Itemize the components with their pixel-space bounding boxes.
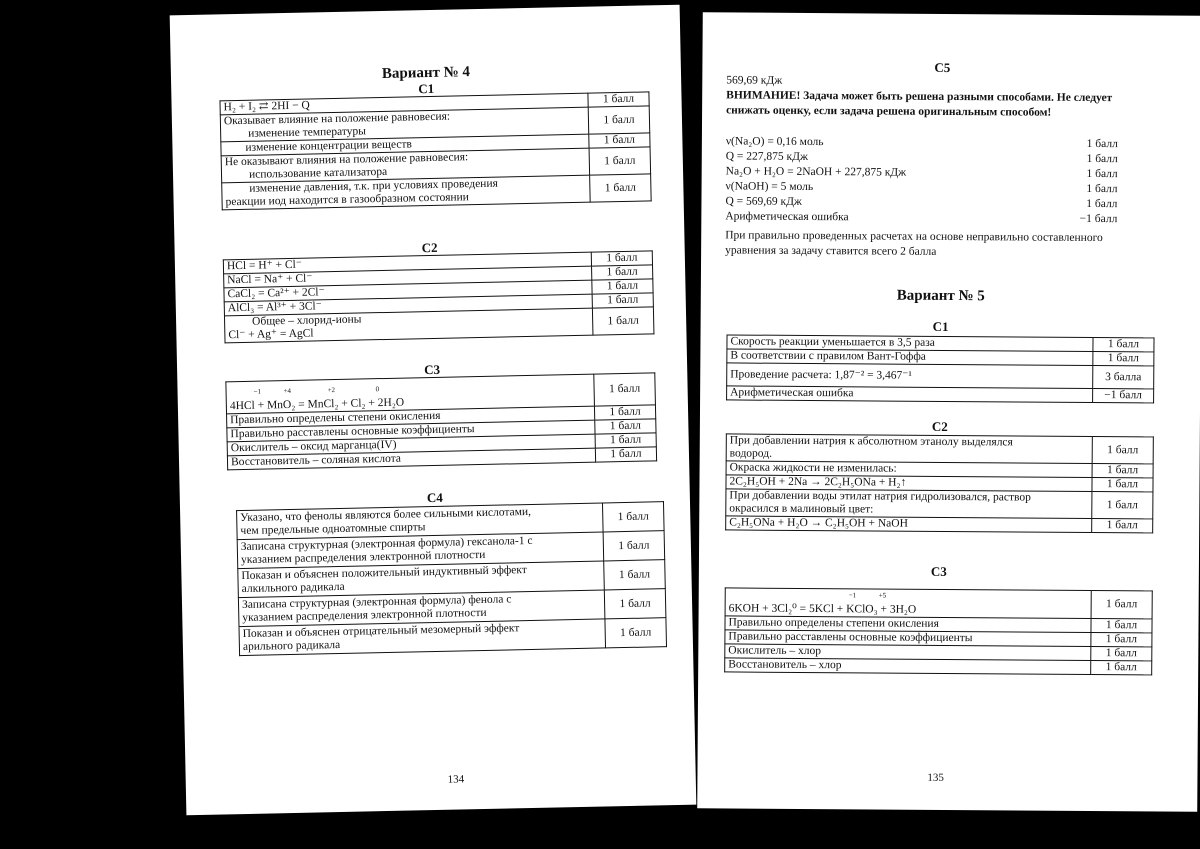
v5-c2-pts-1: 1 балл	[1092, 436, 1153, 463]
c2-row-2: NaCl = Na⁺ + Cl⁻	[224, 266, 592, 288]
ox-num: −1	[848, 591, 857, 600]
ox-num: +2	[327, 386, 336, 395]
v5-c1-pts-3: 3 балла	[1093, 365, 1154, 388]
c4-pts-3: 1 балл	[604, 560, 666, 590]
v5-c3-pts-5: 1 балл	[1091, 660, 1152, 674]
c3-pts-5: 1 балл	[595, 447, 656, 462]
c1-eq: H₂ + I₂ ⇄ 2HI − Q	[220, 93, 588, 115]
c3-row-3: Правильно расставлены основные коэффициенты	[227, 420, 595, 442]
c3-pts-2: 1 балл	[594, 405, 655, 420]
c2-pts-2: 1 балл	[592, 265, 653, 280]
c2-row-4: AlCl₃ = Al³⁺ + 3Cl⁻	[224, 294, 592, 316]
c1-row-2: изменение концентрации веществ	[221, 134, 589, 156]
ox-num: −1	[253, 387, 262, 396]
c5-line: Q = 227,875 кДж 1 балл	[725, 150, 1118, 166]
c3-pts-3: 1 балл	[595, 419, 656, 434]
left-page	[170, 5, 697, 816]
c1-heading: C1	[932, 318, 949, 334]
c5-line: Na₂O + H₂O = 2NaOH + 227,875 кДж 1 балл	[725, 165, 1118, 181]
c1-row-3: Не оказывают влияния на положение равновесия: использование катализатора	[221, 148, 589, 183]
c3-pts-4: 1 балл	[595, 433, 656, 448]
c1-row-1: Оказывает влияние на положение равновесия: изменение температуры	[220, 107, 588, 142]
c1-table	[219, 91, 651, 210]
c4-table	[236, 501, 667, 656]
c4-heading: C4	[426, 489, 443, 506]
c3-row-5: Восстановитель – соляная кислота	[227, 448, 595, 470]
c4-row-1: Указано, что фенолы являются более сильными кислотами, чем предельные одноатомные спирты	[237, 503, 604, 540]
ox-num: +4	[283, 386, 292, 396]
v5-c2-pts-2: 1 балл	[1092, 463, 1153, 477]
c3-row-4: Окислитель – оксид марганца(IV)	[227, 434, 595, 456]
v5-c2-row-3: 2C₂H₅OH + 2Na → 2C₂H₅ONa + H₂↑	[726, 475, 1092, 492]
v5-c3-pts-3: 1 балл	[1091, 632, 1152, 646]
c3-row-2: Правильно определены степени окисления	[227, 406, 595, 428]
v5-c2-row-4: При добавлении воды этилат натрия гидролизовался, раствор окрасился в малиновый цвет:	[726, 489, 1092, 519]
v5-c1-row-4: Арифметическая ошибка	[727, 386, 1093, 403]
v5-c1-table	[726, 334, 1154, 403]
v5-c3-equation: −1 +5 6KOH + 3Cl₂⁰ = 5KCl + KClO₃ + 3H₂O	[725, 588, 1091, 619]
c2-row-3: CaCl₂ = Ca²⁺ + 2Cl⁻	[224, 280, 592, 302]
v5-c2-row-1: При добавлении натрия к абсолютном этанолу выделялся водород.	[726, 434, 1092, 464]
v5-c3-row-3: Правильно расставлены основные коэффициенты	[725, 630, 1091, 647]
v5-c1-row-3: Проведение расчета: 1,87⁻² = 3,467⁻¹	[727, 363, 1093, 389]
page-number-135: 135	[927, 771, 944, 784]
c4-pts-1: 1 балл	[602, 502, 664, 532]
c5-line: ν(Na₂O) = 0,16 моль 1 балл	[725, 135, 1118, 151]
v5-c1-row-2: В соответствии с правилом Вант-Гоффа	[727, 349, 1093, 366]
c2-pts-4: 1 балл	[592, 293, 653, 308]
v5-c1-row-1: Скорость реакции уменьшается в 3,5 раза	[727, 335, 1093, 352]
c2-table	[223, 250, 655, 343]
variant-4-title: Вариант № 4	[381, 64, 471, 82]
v5-c2-row-2: Окраска жидкости не изменилась:	[726, 461, 1092, 478]
v5-c3-pts-4: 1 балл	[1091, 646, 1152, 660]
v5-c1-pts-2: 1 балл	[1093, 351, 1154, 365]
c3-pts-1: 1 балл	[594, 373, 656, 406]
v5-c2-pts-3: 1 балл	[1092, 477, 1153, 491]
c1-pts-4: 1 балл	[589, 147, 651, 175]
c1-pts-3: 1 балл	[589, 133, 650, 148]
c4-pts-4: 1 балл	[604, 589, 666, 619]
c2-heading: C2	[421, 239, 438, 256]
c4-row-4: Записана структурная (электронная формула) фенола с указанием распределения электронной плотности	[238, 590, 605, 627]
c2-row-5: Общее – хлорид-ионы Cl⁻ + Ag⁺ = AgCl	[224, 308, 592, 343]
c5-line: ν(NaOH) = 5 моль 1 балл	[725, 180, 1118, 196]
c2-pts-3: 1 балл	[592, 279, 653, 294]
c2-row-1: HCl = H⁺ + Cl⁻	[223, 252, 591, 274]
v5-c3-pts-2: 1 балл	[1091, 618, 1152, 632]
c2-pts-5: 1 балл	[592, 307, 654, 335]
c3-table	[225, 372, 657, 470]
c1-heading: C1	[418, 80, 435, 97]
ox-num: +5	[878, 591, 887, 600]
ox-num: 0	[375, 385, 380, 394]
c1-pts-1: 1 балл	[588, 92, 649, 107]
v5-c3-table	[724, 587, 1153, 675]
c1-row-4: изменение давления, т.к. при условиях проведения реакции иод находится в газообразном состоянии	[222, 175, 590, 210]
c5-heading: C5	[934, 59, 951, 75]
v5-c1-pts-4: −1 балл	[1093, 388, 1154, 402]
right-page	[697, 12, 1200, 811]
v5-c2-row-5: C₂H₅ONa + H₂O → C₂H₅OH + NaOH	[726, 516, 1092, 533]
c4-row-5: Показан и объяснен отрицательный мезомерный эффект арильного радикала	[239, 619, 606, 656]
page-number-134: 134	[447, 773, 465, 786]
v5-c1-pts-1: 1 балл	[1093, 337, 1154, 351]
variant-5-title: Вариант № 5	[896, 287, 985, 305]
c5-line: Q = 569,69 кДж 1 балл	[725, 195, 1118, 211]
v5-c3-row-2: Правильно определены степени окисления	[725, 616, 1091, 633]
c2-pts-1: 1 балл	[591, 251, 652, 266]
v5-c2-pts-5: 1 балл	[1092, 518, 1153, 532]
c3-heading: C3	[424, 361, 441, 378]
c5-lines	[725, 134, 1118, 227]
c1-pts-2: 1 балл	[588, 106, 650, 134]
c5-answer: 569,69 кДж	[726, 74, 783, 87]
v5-c2-table	[725, 433, 1154, 533]
c5-note: ВНИМАНИЕ! Задача может быть решена разными способами. Не следует снижать оценку, если задача решена оригинальным способом!	[726, 89, 1113, 119]
c2-heading: C2	[931, 418, 948, 434]
c4-pts-5: 1 балл	[605, 618, 667, 648]
c5-footer: При правильно проведенных расчетах на основе неправильно составленного уравнения за задачу ставится всего 2 балла	[725, 229, 1103, 258]
v5-c3-row-4: Окислитель – хлор	[725, 644, 1091, 661]
v5-c3-row-5: Восстановитель – хлор	[725, 658, 1091, 675]
c5-line: Арифметическая ошибка −1 балл	[725, 210, 1118, 226]
c4-pts-2: 1 балл	[603, 531, 665, 561]
v5-c2-pts-4: 1 балл	[1092, 491, 1153, 518]
c4-row-2: Записана структурная (электронная формула) гексанола-1 с указанием распределения электронной плотности	[237, 532, 604, 569]
v5-c3-pts-1: 1 балл	[1091, 590, 1152, 618]
c1-pts-5: 1 балл	[590, 174, 652, 202]
c4-row-3: Показан и объяснен положительный индуктивный эффект алкильного радикала	[238, 561, 605, 598]
c3-equation: −1 +4 +2 0 4HCl + MnO₂ = MnCl₂ + Cl₂ + 2H₂O	[226, 374, 595, 414]
c3-heading: C3	[930, 563, 947, 579]
